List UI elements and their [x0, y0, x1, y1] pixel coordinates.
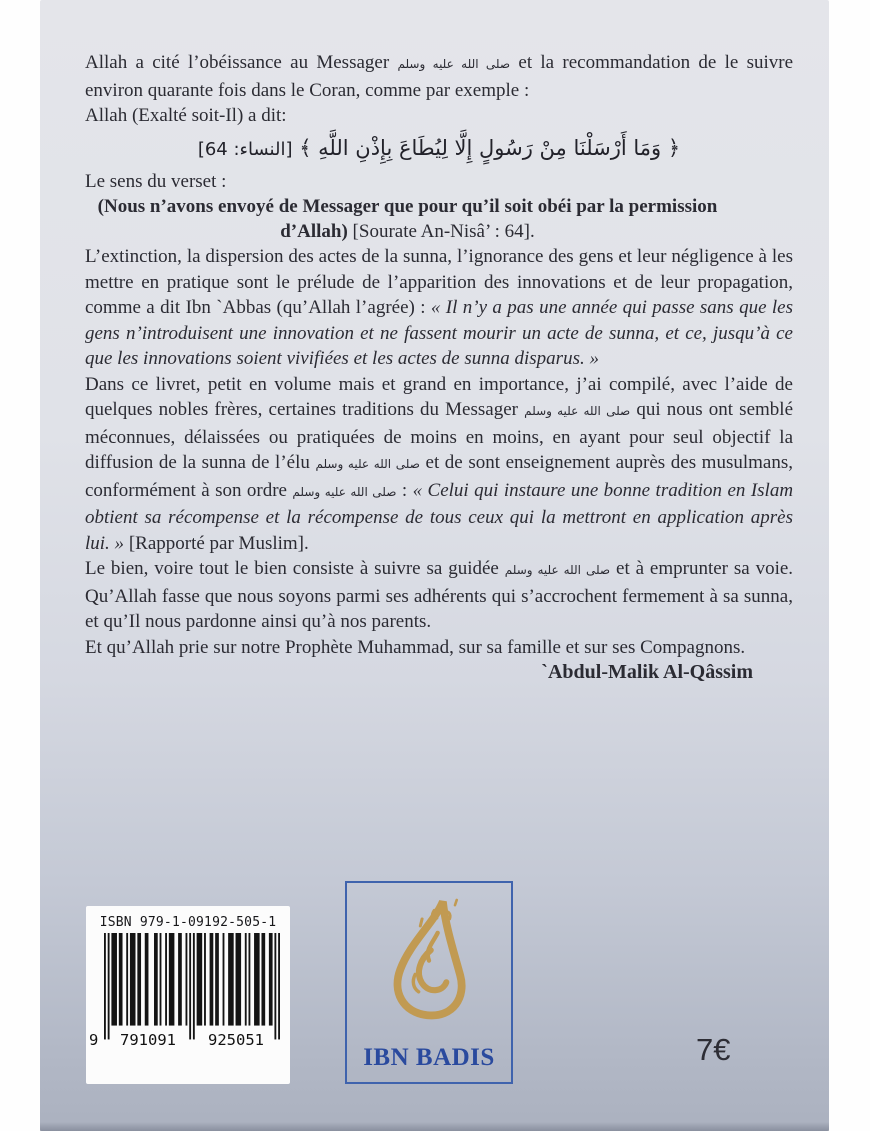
- cover-bottom-shadow: [40, 1122, 829, 1131]
- intro-text-a: Allah a cité l’obéissance au Messager: [85, 52, 390, 73]
- barcode-digits-left: 791091: [110, 1030, 186, 1050]
- paragraph-livret: [85, 372, 793, 557]
- saw-calligraphy-icon: صلى الله عليه وسلم: [315, 457, 420, 471]
- quran-verse-arabic: [85, 129, 793, 169]
- barcode-label: [86, 906, 290, 1084]
- price: 7€: [696, 1032, 731, 1067]
- livret-text-a: Dans ce livret, petit en volume mais et grand en importance, j’ai compilé, avec l’aide de quelques nobles frères, certaines traditions du Messager: [85, 373, 793, 420]
- saw-calligraphy-icon: صلى الله عليه وسلم: [504, 563, 611, 577]
- paragraph-priere: Et qu’Allah prie sur notre Prophète Muhammad, sur sa famille et sur ses Compagnons.: [85, 636, 746, 658]
- isbn-text: ISBN 979-1-09192-505-1: [99, 915, 277, 930]
- publisher-name: IBN BADIS: [363, 1044, 495, 1071]
- paragraph-le-bien: [85, 556, 793, 635]
- extinction-text: L’extinction, la dispersion des actes de la sunna, l’ignorance des gens et leur négligence à les mettre en pratique sont le prélude de l’apparition des innovations et de leur propagation, comme a dit Ibn `Abbas (qu’Allah l’agrée) :: [85, 246, 793, 318]
- intro-text-b: et la recommandation de le suivre environ quarante fois dans le Coran, comme par exemple :: [85, 52, 794, 101]
- book-back-cover: [40, 0, 829, 1131]
- verse-translation: [85, 194, 730, 244]
- livret-colon: :: [401, 479, 408, 501]
- ibn-abbas-quote: « Il n’y a pas une année qui passe sans que les gens n’introduisent une innovation et ne fassent mourir un acte de sunna, et ce, jusqu’à ce que les innovations soient vivifiées et les actes de sunna disparus. »: [85, 297, 794, 369]
- bien-text-a: Le bien, voire tout le bien consiste à suivre sa guidée: [85, 558, 499, 579]
- saw-calligraphy-icon: صلى الله عليه وسلم: [292, 484, 397, 499]
- translation-bold: (Nous n’avons envoyé de Messager que pour qu’il soit obéi par la permission d’Allah): [97, 196, 718, 242]
- hadith-quote: « Celui qui instaure une bonne tradition en Islam obtient sa récompense et la récompense de tous ceux qui la mettront en application après lui. »: [85, 479, 794, 554]
- paragraph-intro: [85, 50, 793, 103]
- barcode-digit-first: 9: [89, 1031, 99, 1049]
- barcode-digits-right: 925051: [198, 1030, 274, 1050]
- calligraphy-drop-icon: [377, 893, 481, 1023]
- translation-reference: [Sourate An-Nisâ’ : 64].: [352, 221, 535, 242]
- hadith-source: [Rapporté par Muslim].: [128, 532, 309, 554]
- author-signature: `Abdul-Malik Al-Qâssim: [541, 661, 753, 683]
- livret-text-b: qui nous ont semblé méconnues, délaissées ou pratiquées de moins en moins, en ayant pour seul objectif la diffusion de la sunna de l’élu: [85, 399, 794, 473]
- saw-calligraphy-icon: صلى الله عليه وسلم: [397, 57, 511, 71]
- paragraph-extinction: [85, 244, 793, 372]
- bien-text-b: et à emprunter sa voie. Qu’Allah fasse que nous soyons parmi ses adhérents qui s’accrochent fermement à sa sunna, et qu’Il nous pardonne ainsi qu’à nos parents.: [85, 558, 794, 632]
- body-text: [85, 50, 793, 686]
- verse-text: ﴿ وَمَا أَرْسَلْنَا مِنْ رَسُولٍ إِلَّا لِيُطَاعَ بِإِذْنِ اللَّهِ ﴾: [299, 135, 681, 160]
- saw-calligraphy-icon: صلى الله عليه وسلم: [524, 404, 631, 418]
- publisher-logo: [345, 881, 513, 1084]
- verse-reference: [النساء: 64]: [197, 138, 293, 160]
- livret-text-c: et de sont enseignement auprès des musulmans, conformément à son ordre: [85, 452, 793, 501]
- allah-said-line: Allah (Exalté soit-Il) a dit:: [85, 105, 287, 126]
- barcode-bars: [104, 933, 280, 1045]
- ean13-barcode: [89, 933, 280, 1053]
- sens-du-verset-line: Le sens du verset :: [85, 170, 227, 192]
